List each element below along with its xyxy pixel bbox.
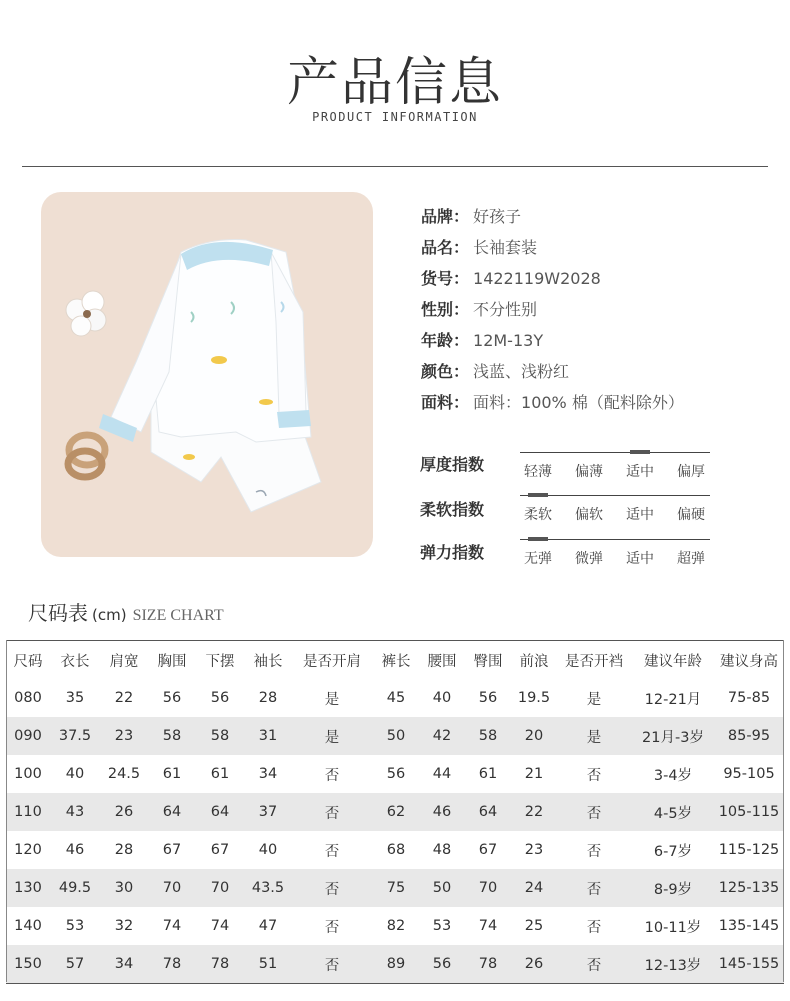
table-cell: 4-5岁: [653, 805, 693, 822]
table-cell: 47: [258, 918, 278, 934]
table-cell: 21: [524, 766, 544, 782]
cotton-flower-icon: [66, 291, 106, 336]
table-cell: 34: [258, 766, 278, 782]
table-cell: 46: [432, 804, 452, 820]
table-cell: 75: [386, 880, 406, 896]
table-header-cell: 建议身高: [714, 641, 784, 680]
table-cell: 70: [478, 880, 498, 896]
info-gender: [421, 298, 537, 322]
table-cell: 61: [210, 766, 230, 782]
table-cell: 28: [258, 690, 278, 706]
table-cell: 34: [100, 945, 148, 984]
index-selected-marker: [630, 450, 650, 454]
info-label: 品牌：: [421, 207, 470, 226]
table-row: [6, 831, 784, 869]
table-cell: 22: [114, 690, 134, 706]
table-row: [6, 755, 784, 793]
table-cell: 49.5: [58, 880, 92, 896]
table-cell: 56: [210, 690, 230, 706]
table-cell: 61: [162, 766, 182, 782]
table-cell: 110: [14, 804, 42, 820]
index-scale-line: [520, 539, 710, 540]
table-cell: 115-125: [718, 842, 780, 858]
size-chart-title-cn: 尺码表: [28, 601, 88, 625]
table-cell: 82: [386, 918, 406, 934]
table-cell: 20: [524, 728, 544, 744]
table-row: [6, 869, 784, 907]
table-cell: 56: [162, 690, 182, 706]
table-cell: 否: [586, 767, 602, 784]
info-fabric: [421, 391, 684, 415]
table-row: [6, 945, 784, 984]
table-cell: 是: [586, 729, 602, 746]
table-header-cell: 建议年龄: [632, 641, 714, 680]
table-cell: 78: [148, 945, 196, 984]
table-cell: 135-145: [718, 918, 780, 934]
index-option: 偏软: [575, 507, 603, 523]
table-cell: 否: [324, 805, 340, 822]
info-label: 颜色：: [421, 362, 470, 381]
info-value: 浅蓝、浅粉红: [473, 362, 570, 381]
table-header-cell: 裤长: [372, 641, 420, 680]
table-cell: 45: [386, 690, 406, 706]
info-value: 长袖套装: [473, 238, 538, 257]
index-option: 无弹: [524, 551, 552, 567]
table-cell: 67: [210, 842, 230, 858]
table-cell: 85-95: [727, 728, 771, 744]
table-cell: 70: [210, 880, 230, 896]
index-scale-line: [520, 495, 710, 496]
info-label: 面料：: [421, 393, 470, 412]
table-cell: 37: [258, 804, 278, 820]
table-header-cell: 是否开肩: [292, 641, 372, 680]
table-border-right: [783, 640, 784, 982]
table-cell: 否: [292, 945, 372, 984]
table-cell: 68: [386, 842, 406, 858]
table-cell: 否: [324, 919, 340, 936]
index-option: 超弹: [677, 551, 705, 567]
table-cell: 31: [258, 728, 278, 744]
table-cell: 是: [324, 691, 340, 708]
table-cell: 53: [432, 918, 452, 934]
table-cell: 67: [162, 842, 182, 858]
table-cell: 150: [6, 945, 50, 984]
table-cell: 6-7岁: [653, 843, 693, 860]
product-photo: [41, 192, 373, 557]
table-cell: 37.5: [58, 728, 92, 744]
table-cell: 100: [14, 766, 42, 782]
page-title: 产品信息: [286, 53, 503, 113]
table-header-cell: 袖长: [244, 641, 292, 680]
table-cell: 78: [464, 945, 512, 984]
table-cell: 64: [162, 804, 182, 820]
table-cell: 40: [258, 842, 278, 858]
table-header-cell: 肩宽: [100, 641, 148, 680]
table-cell: 56: [386, 766, 406, 782]
index-option: 适中: [626, 464, 654, 480]
info-value: 面料：100% 棉（配料除外）: [473, 393, 684, 412]
table-cell: 74: [478, 918, 498, 934]
table-cell: 89: [372, 945, 420, 984]
table-cell: 23: [114, 728, 134, 744]
table-cell: 10-11岁: [644, 919, 702, 936]
table-row: [6, 793, 784, 831]
table-cell: 44: [432, 766, 452, 782]
table-cell: 56: [478, 690, 498, 706]
table-cell: 58: [162, 728, 182, 744]
table-cell: 否: [586, 881, 602, 898]
table-cell: 75-85: [727, 690, 771, 706]
index-option: 柔软: [524, 507, 552, 523]
index-option: 偏厚: [677, 464, 705, 480]
table-header-cell: 臀围: [464, 641, 512, 680]
info-brand: [421, 205, 521, 229]
index-option: 微弹: [575, 551, 603, 567]
table-cell: 64: [210, 804, 230, 820]
table-cell: 23: [524, 842, 544, 858]
table-cell: 40: [65, 766, 85, 782]
size-chart-title: [28, 597, 224, 626]
table-row: [6, 679, 784, 717]
table-cell: 51: [244, 945, 292, 984]
table-cell: 否: [586, 843, 602, 860]
table-cell: 125-135: [718, 880, 780, 896]
table-cell: 50: [386, 728, 406, 744]
info-label: 年龄：: [421, 331, 470, 350]
info-value: 1422119W2028: [473, 269, 601, 288]
info-label: 性别：: [421, 300, 470, 319]
table-cell: 32: [114, 918, 134, 934]
table-header-row: [6, 641, 784, 680]
table-row: [6, 907, 784, 945]
index-label: 厚度指数: [420, 455, 485, 474]
table-cell: 64: [478, 804, 498, 820]
pajama-set-image: [41, 192, 373, 557]
table-cell: 否: [324, 767, 340, 784]
table-cell: 否: [586, 919, 602, 936]
size-chart-unit: (cm): [92, 606, 127, 624]
table-cell: 12-13岁: [632, 945, 714, 984]
table-cell: 70: [162, 880, 182, 896]
index-option: 偏硬: [677, 507, 705, 523]
table-cell: 50: [432, 880, 452, 896]
table-cell: 否: [556, 945, 632, 984]
table-cell: 是: [586, 691, 602, 708]
table-cell: 67: [478, 842, 498, 858]
table-cell: 58: [478, 728, 498, 744]
table-cell: 25: [524, 918, 544, 934]
info-item-number: [421, 267, 601, 291]
table-cell: 53: [65, 918, 85, 934]
info-value: 12M-13Y: [473, 331, 544, 350]
table-header-cell: 腰围: [420, 641, 464, 680]
table-cell: 56: [420, 945, 464, 984]
table-border-left: [6, 640, 7, 982]
info-value: 不分性别: [473, 300, 538, 319]
table-cell: 28: [114, 842, 134, 858]
table-cell: 19.5: [517, 690, 551, 706]
table-cell: 080: [14, 690, 42, 706]
table-cell: 否: [586, 805, 602, 822]
index-label: 柔软指数: [420, 500, 485, 519]
table-header-cell: 是否开裆: [556, 641, 632, 680]
table-header-cell: 衣长: [50, 641, 100, 680]
info-product-name: [421, 236, 537, 260]
index-option: 偏薄: [575, 464, 603, 480]
table-row: [6, 717, 784, 755]
table-cell: 否: [324, 881, 340, 898]
table-cell: 43.5: [251, 880, 285, 896]
table-cell: 40: [432, 690, 452, 706]
table-cell: 24.5: [107, 766, 141, 782]
table-header-cell: 前浪: [512, 641, 556, 680]
table-cell: 130: [14, 880, 42, 896]
wooden-rings-icon: [68, 435, 105, 477]
index-selected-marker: [528, 537, 548, 541]
table-cell: 30: [114, 880, 134, 896]
page-subtitle: PRODUCT INFORMATION: [312, 110, 478, 124]
size-chart-title-en: SIZE CHART: [132, 607, 224, 624]
info-label: 货号：: [421, 269, 470, 288]
table-cell: 120: [14, 842, 42, 858]
table-cell: 140: [14, 918, 42, 934]
table-cell: 145-155: [714, 945, 784, 984]
table-cell: 26: [512, 945, 556, 984]
table-cell: 8-9岁: [653, 881, 693, 898]
header-divider: [22, 166, 768, 167]
index-option: 轻薄: [524, 464, 552, 480]
index-label: 弹力指数: [420, 543, 485, 562]
table-cell: 74: [162, 918, 182, 934]
index-scale-line: [520, 452, 710, 453]
table-cell: 62: [386, 804, 406, 820]
table-header-cell: 胸围: [148, 641, 196, 680]
info-label: 品名：: [421, 238, 470, 257]
table-cell: 24: [524, 880, 544, 896]
table-cell: 43: [65, 804, 85, 820]
info-age: [421, 329, 543, 353]
table-cell: 57: [50, 945, 100, 984]
index-selected-marker: [528, 493, 548, 497]
index-option: 适中: [626, 551, 654, 567]
table-cell: 35: [65, 690, 85, 706]
table-cell: 22: [524, 804, 544, 820]
table-cell: 95-105: [723, 766, 775, 782]
table-cell: 46: [65, 842, 85, 858]
table-cell: 74: [210, 918, 230, 934]
table-cell: 21月-3岁: [642, 729, 704, 746]
table-header-cell: 下摆: [196, 641, 244, 680]
table-cell: 26: [114, 804, 134, 820]
table-cell: 3-4岁: [653, 767, 693, 784]
table-cell: 61: [478, 766, 498, 782]
table-cell: 58: [210, 728, 230, 744]
index-option: 适中: [626, 507, 654, 523]
table-header-cell: 尺码: [6, 641, 50, 680]
table-cell: 42: [432, 728, 452, 744]
table-cell: 是: [324, 729, 340, 746]
table-cell: 12-21月: [644, 691, 702, 708]
info-value: 好孩子: [473, 207, 522, 226]
table-cell: 105-115: [718, 804, 780, 820]
table-cell: 78: [196, 945, 244, 984]
info-color: [421, 360, 569, 384]
table-cell: 48: [432, 842, 452, 858]
size-table: [6, 640, 784, 984]
table-cell: 090: [14, 728, 42, 744]
table-cell: 否: [324, 843, 340, 860]
